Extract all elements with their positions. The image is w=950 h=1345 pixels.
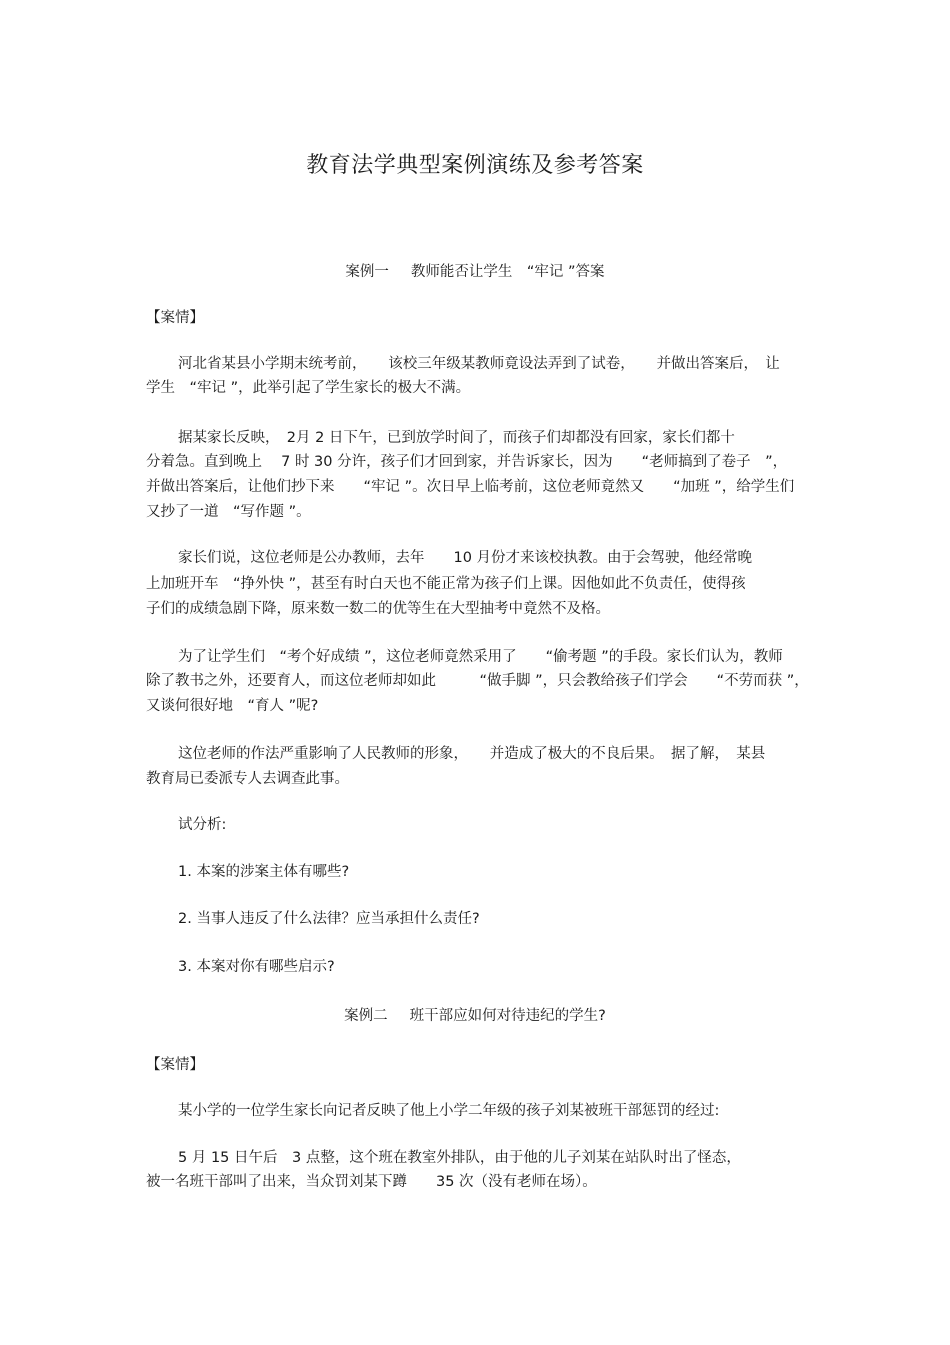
case2-heading-number: 案例二	[344, 1008, 388, 1024]
question-1: 1. 本案的涉案主体有哪些?	[178, 864, 350, 880]
case1-heading-number: 案例一	[345, 264, 389, 280]
case1-p2-line3: 并做出答案后，让他们抄下来 “牢记 ”。次日早上临考前，这位老师竟然又 “加班 ”，给学生们	[146, 479, 795, 495]
question-3: 3. 本案对你有哪些启示?	[178, 959, 335, 975]
case1-label: 【案情】	[146, 310, 204, 326]
case1-p4-line3: 又谈何很好地 “育人 ”呢?	[146, 698, 319, 714]
case1-heading	[0, 260, 950, 281]
case1-p1-line1: 河北省某县小学期末统考前， 该校三年级某教师竟设法弄到了试卷， 并做出答案后， 让	[178, 356, 780, 372]
case1-p1-line2: 学生 “牢记 ”，此举引起了学生家长的极大不满。	[146, 380, 471, 396]
case1-p2-line2: 分着急。直到晚上 7 时 30 分许，孩子们才回到家，并告诉家长，因为 “老师搞到了卷子 ”，	[146, 454, 788, 470]
case1-p2-line4: 又抄了一道 “写作题 ”。	[146, 504, 311, 520]
case1-p4-line2: 除了教书之外，还要育人，而这位老师却如此 “做手脚 ”，只会教给孩子们学会 “不劳而获 ”，	[146, 673, 809, 689]
case2-p1-line1: 某小学的一位学生家长向记者反映了他上小学二年级的孩子刘某被班干部惩罚的经过:	[178, 1103, 720, 1119]
case2-p2-line1: 5 月 15 日午后 3 点整，这个班在教室外排队，由于他的儿子刘某在站队时出了怪态，	[178, 1150, 741, 1166]
case1-p3-line2: 上加班开车 “挣外快 ”，甚至有时白天也不能正常为孩子们上课。因他如此不负责任，使得孩	[146, 576, 746, 592]
case2-p2-line2: 被一名班干部叫了出来，当众罚刘某下蹲 35 次（没有老师在场）。	[146, 1174, 597, 1190]
case2-label: 【案情】	[146, 1057, 204, 1073]
analysis-label: 试分析:	[178, 817, 227, 833]
case1-p4-line1: 为了让学生们 “考个好成绩 ”，这位老师竟然采用了 “偷考题 ”的手段。家长们认为，教师	[178, 649, 783, 665]
case1-heading-text: 教师能否让学生 “牢记 ”答案	[410, 264, 605, 280]
case1-p2-line1: 据某家长反映， 2月 2 日下午，已到放学时间了，而孩子们却都没有回家，家长们都十	[178, 430, 735, 446]
case2-heading	[0, 1004, 950, 1025]
case1-p3-line1: 家长们说，这位老师是公办教师，去年 10 月份才来该校执教。由于会驾驶，他经常晚	[178, 550, 753, 566]
document-title: 教育法学典型案例演练及参考答案	[306, 153, 644, 178]
case2-heading-text: 班干部应如何对待违纪的学生?	[409, 1008, 606, 1024]
question-2: 2. 当事人违反了什么法律？应当承担什么责任?	[178, 911, 480, 927]
case1-p5-line2: 教育局已委派专人去调查此事。	[146, 771, 349, 787]
case1-p5-line1: 这位老师的作法严重影响了人民教师的形象， 并造成了极大的不良后果。 据了解， 某县	[178, 746, 766, 762]
case1-p3-line3: 子们的成绩急剧下降，原来数一数二的优等生在大型抽考中竟然不及格。	[146, 601, 610, 617]
